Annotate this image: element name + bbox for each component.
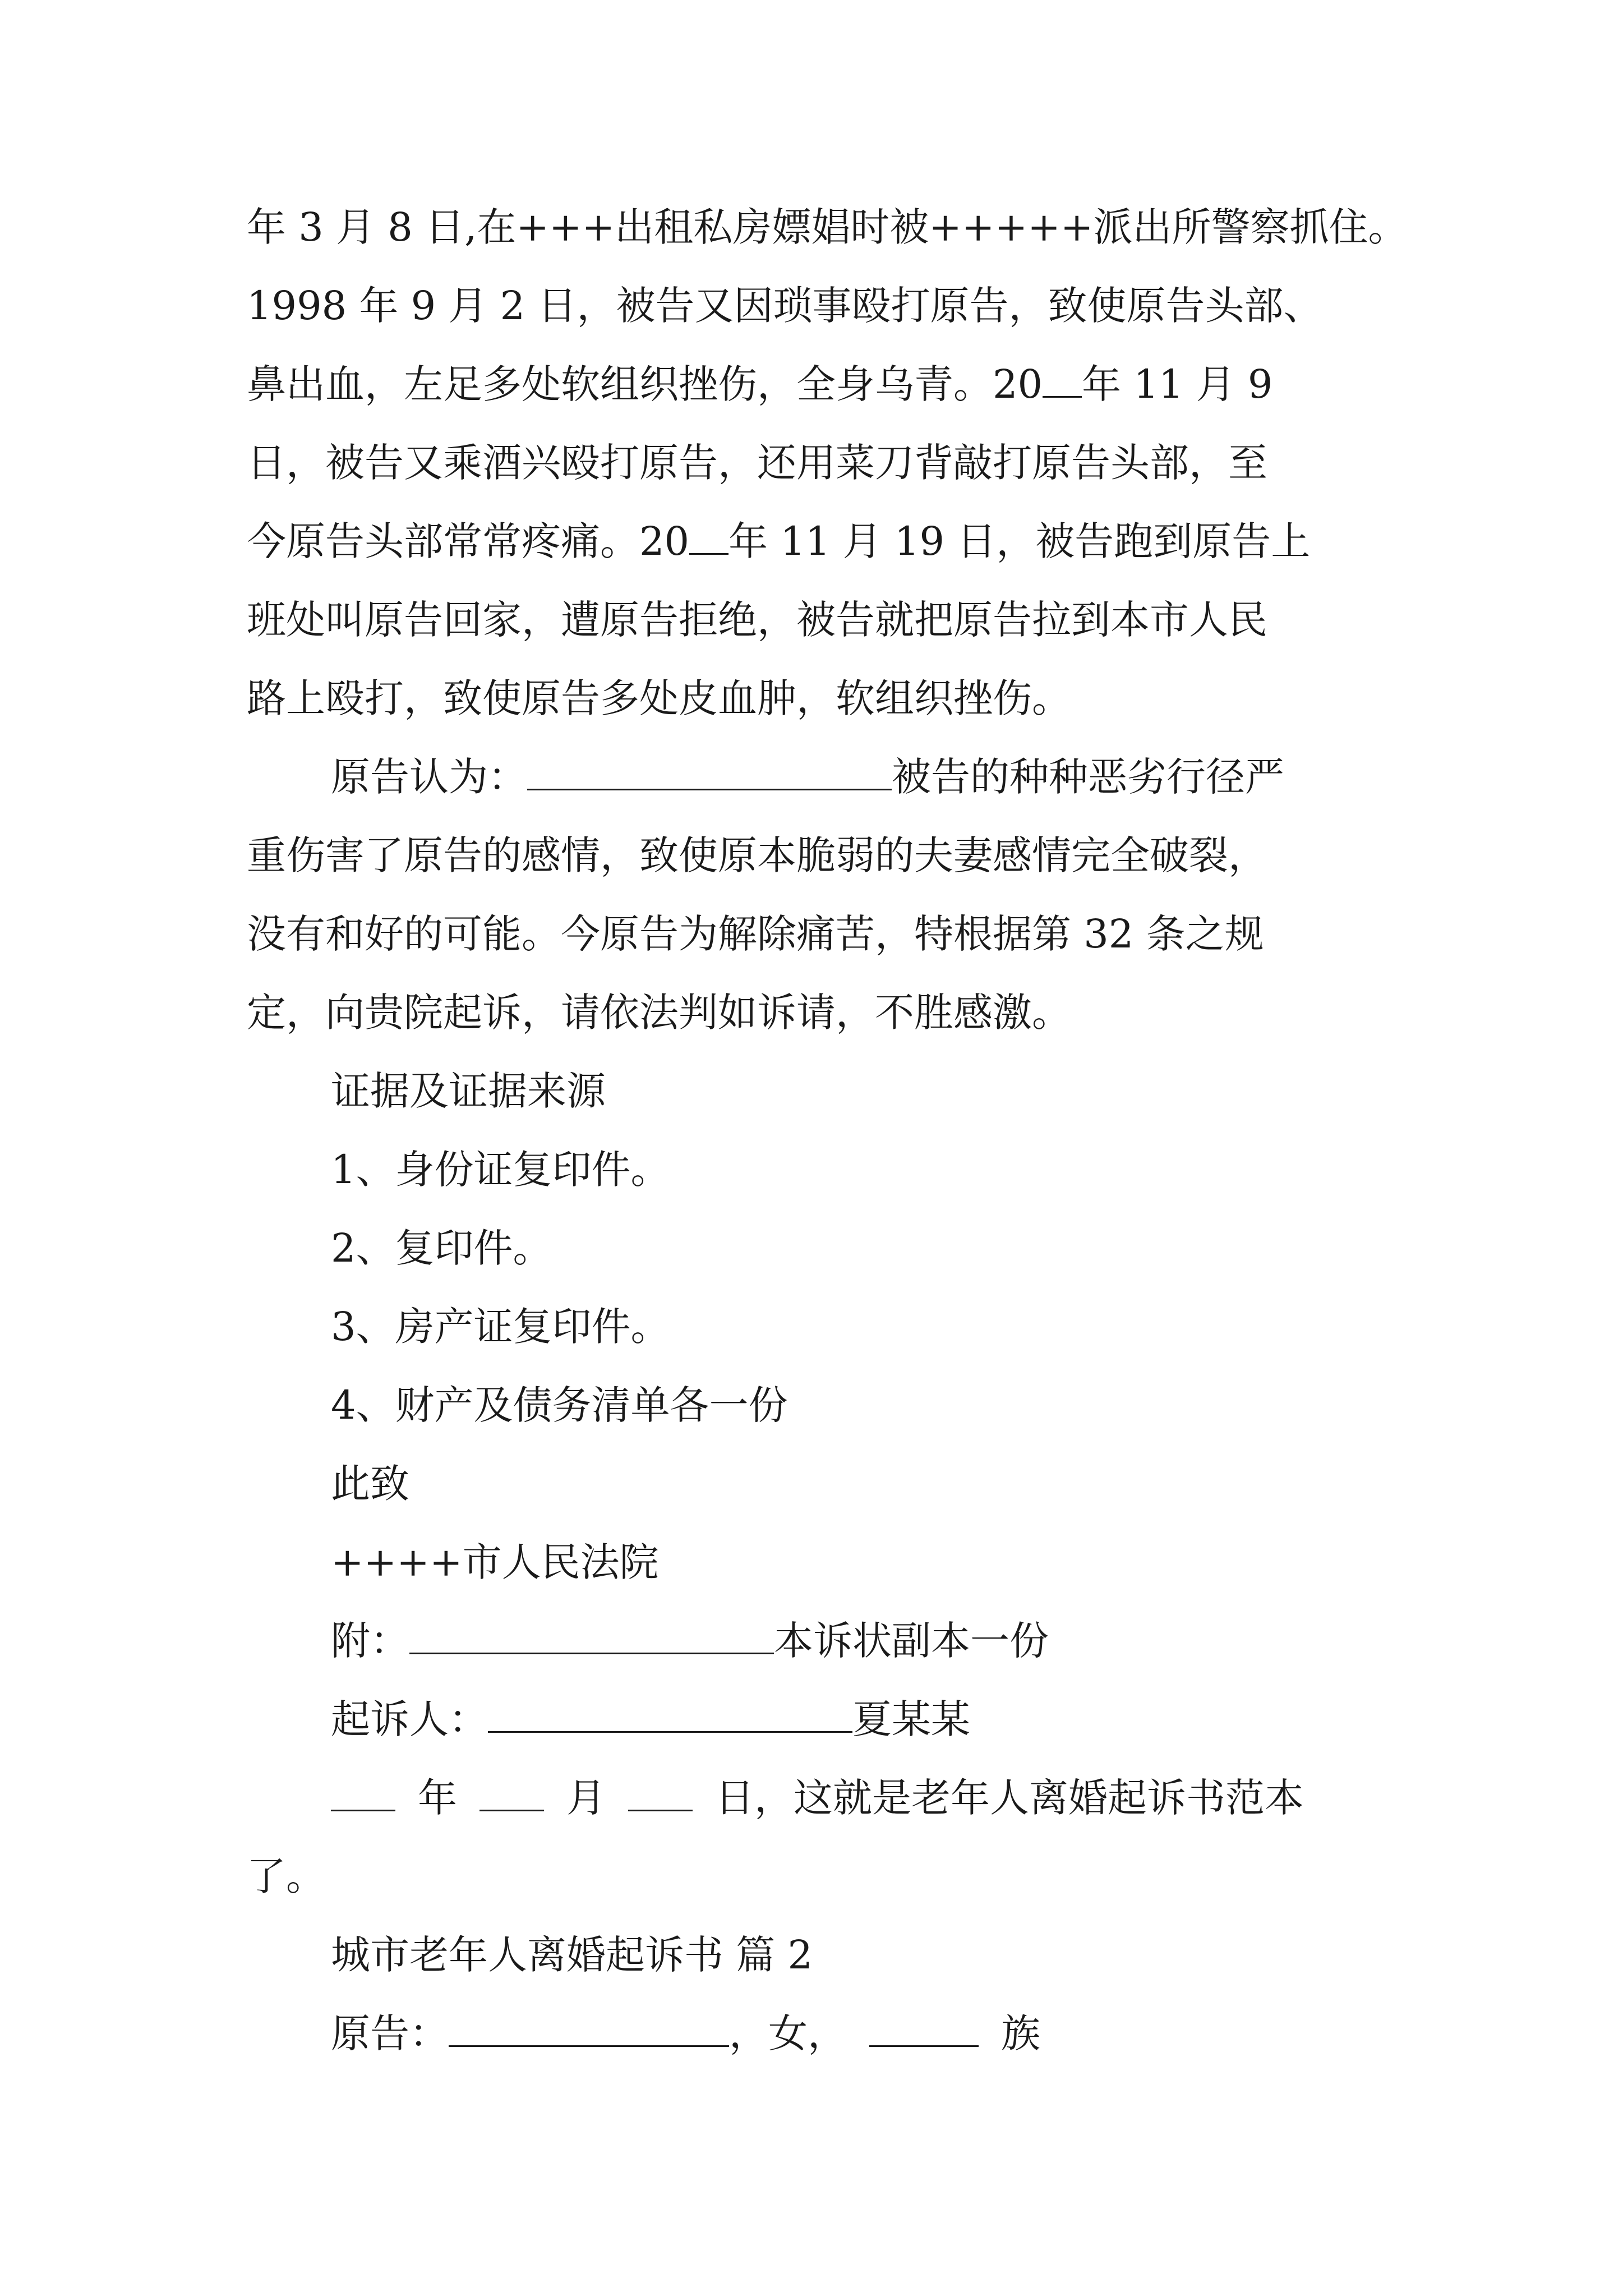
plaintiff-label: 原告：	[331, 2010, 449, 2056]
paragraph-line: 定，向贵院起诉，请依法判如诉请，不胜感激。	[247, 990, 1071, 1036]
evidence-item: 4、财产及债务清单各一份	[331, 1382, 788, 1428]
blank-line	[488, 1692, 852, 1733]
paragraph-line: 了。	[247, 1853, 325, 1899]
paragraph-line: 年 3 月 8 日,在+++出租私房嫖娼时被+++++派出所警察抓住。	[247, 204, 1408, 250]
date-year: 年	[418, 1775, 457, 1821]
text-fragment: 20	[639, 518, 690, 564]
evidence-item: 3、房产证复印件。	[331, 1304, 670, 1350]
text-fragment: 鼻出血，左足多处软组织挫伤，全身乌青。	[247, 361, 993, 407]
blank-line	[527, 749, 892, 790]
date-day-text: 日，这就是老年人离婚起诉书范本	[715, 1775, 1304, 1821]
blank-line	[1043, 362, 1082, 398]
blank-line	[628, 1770, 693, 1811]
date-month: 月	[566, 1775, 606, 1821]
blank-line	[869, 2006, 979, 2047]
paragraph-line	[331, 749, 1284, 805]
gender-text: ，女，	[729, 2010, 847, 2056]
text-fragment: 被告的种种恶劣行径严	[892, 754, 1284, 800]
text-fragment: 年 11 月 9	[1082, 361, 1273, 407]
paragraph-line: 1998 年 9 月 2 日，被告又因琐事殴打原告，致使原告头部、	[247, 283, 1323, 329]
plaintiff-info-line	[331, 2005, 1040, 2062]
plaintiff-label: 起诉人：	[331, 1696, 488, 1742]
plaintiff-signature-line	[331, 1691, 970, 1747]
text-fragment: 年 11 月 19 日，被告跑到原告上	[728, 518, 1311, 564]
ethnicity-text: 族	[1001, 2010, 1040, 2056]
section-title: 城市老年人离婚起诉书 篇 2	[331, 1932, 813, 1978]
attachment-label: 附：	[331, 1618, 409, 1664]
date-line	[331, 1770, 1304, 1826]
blank-line	[449, 2006, 729, 2047]
paragraph-line: 路上殴打，致使原告多处皮血肿，软组织挫伤。	[247, 675, 1071, 721]
text-fragment: 20	[993, 361, 1043, 407]
attachment-line	[331, 1613, 1049, 1669]
blank-line	[689, 519, 728, 555]
salutation: 此致	[331, 1461, 409, 1507]
text-fragment: 今原告头部常常疼痛。	[247, 518, 639, 564]
plaintiff-name: 夏某某	[852, 1696, 970, 1742]
evidence-heading: 证据及证据来源	[331, 1068, 606, 1114]
blank-line	[479, 1770, 544, 1811]
evidence-item: 1、身份证复印件。	[331, 1147, 670, 1193]
blank-line	[409, 1613, 774, 1654]
evidence-item: 2、复印件。	[331, 1225, 552, 1271]
paragraph-line: 没有和好的可能。今原告为解除痛苦，特根据第 32 条之规	[247, 911, 1264, 957]
blank-line	[331, 1770, 395, 1811]
paragraph-line: 日，被告又乘酒兴殴打原告，还用菜刀背敲打原告头部，至	[247, 440, 1267, 486]
court-name: ++++市人民法院	[331, 1539, 659, 1585]
text-fragment: 原告认为：	[331, 754, 527, 800]
attachment-text: 本诉状副本一份	[774, 1618, 1049, 1664]
paragraph-line	[247, 356, 1272, 412]
paragraph-line: 班处叫原告回家，遭原告拒绝，被告就把原告拉到本市人民	[247, 597, 1267, 643]
paragraph-line	[247, 513, 1310, 569]
paragraph-line: 重伤害了原告的感情，致使原本脆弱的夫妻感情完全破裂，	[247, 832, 1267, 878]
